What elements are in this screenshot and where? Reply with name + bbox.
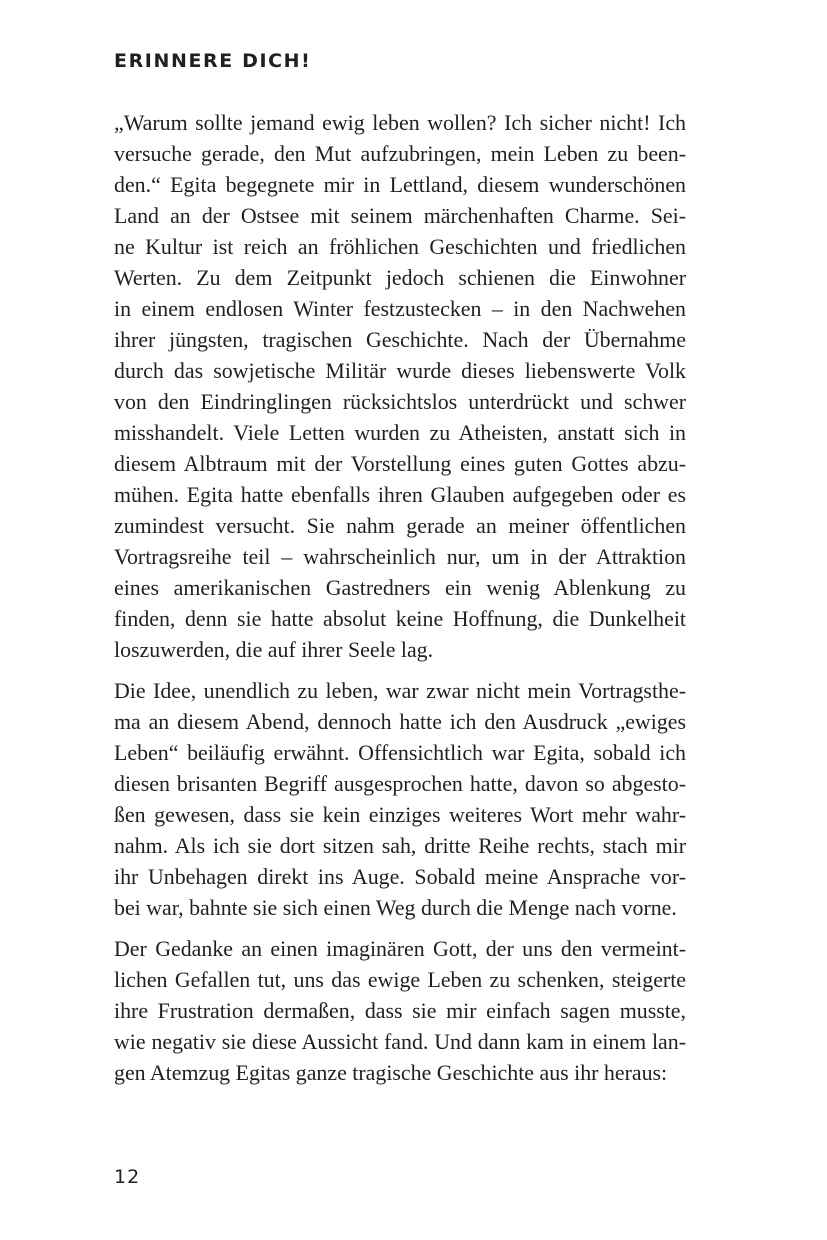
page-number: 12	[114, 1166, 141, 1188]
text-line: diesen brisanten Begriff ausgesprochen hatte, davon so abgesto-	[114, 771, 686, 796]
text-line: nahm. Als ich sie dort sitzen sah, dritte Reihe rechts, stach mir	[114, 833, 686, 858]
text-line: durch das sowjetische Militär wurde dieses liebenswerte Volk	[114, 358, 686, 383]
text-line: diesem Albtraum mit der Vorstellung eines guten Gottes abzu-	[114, 451, 686, 476]
text-line: ihr Unbehagen direkt ins Auge. Sobald meine Ansprache vor-	[114, 864, 686, 889]
text-line: Der Gedanke an einen imaginären Gott, der uns den vermeint-	[114, 936, 686, 961]
text-line: zumindest versucht. Sie nahm gerade an meiner öffentlichen	[114, 513, 686, 538]
text-line: ma an diesem Abend, dennoch hatte ich den Ausdruck „ewiges	[114, 709, 686, 734]
text-line: „Warum sollte jemand ewig leben wollen? Ich sicher nicht! Ich	[114, 110, 686, 135]
text-line: mühen. Egita hatte ebenfalls ihren Glauben aufgegeben oder es	[114, 482, 686, 507]
text-line: ne Kultur ist reich an fröhlichen Geschichten und friedlichen	[114, 234, 686, 259]
text-line: Land an der Ostsee mit seinem märchenhaften Charme. Sei-	[114, 203, 686, 228]
text-line: gen Atemzug Egitas ganze tragische Geschichte aus ihr heraus:	[114, 1060, 668, 1085]
text-line: loszuwerden, die auf ihrer Seele lag.	[114, 637, 434, 662]
paragraph-3	[114, 933, 686, 1088]
text-line: versuche gerade, den Mut aufzubringen, mein Leben zu been-	[114, 141, 686, 166]
text-line: ihrer jüngsten, tragischen Geschichte. Nach der Übernahme	[114, 327, 686, 352]
running-head: ERINNERE DICH!	[114, 50, 312, 72]
text-line: in einem endlosen Winter festzustecken – in den Nachwehen	[114, 296, 686, 321]
body-text	[114, 107, 686, 1098]
text-line: Vortragsreihe teil – wahrscheinlich nur, um in der Attraktion	[114, 544, 686, 569]
text-line: ihre Frustration dermaßen, dass sie mir einfach sagen musste,	[114, 998, 686, 1023]
text-line: lichen Gefallen tut, uns das ewige Leben zu schenken, steigerte	[114, 967, 686, 992]
text-line: Die Idee, unendlich zu leben, war zwar nicht mein Vortragsthe-	[114, 678, 686, 703]
text-line: eines amerikanischen Gastredners ein wenig Ablenkung zu	[114, 575, 686, 600]
text-line: Leben“ beiläufig erwähnt. Offensichtlich war Egita, sobald ich	[114, 740, 686, 765]
text-line: von den Eindringlingen rücksichtslos unterdrückt und schwer	[114, 389, 686, 414]
text-line: misshandelt. Viele Letten wurden zu Atheisten, anstatt sich in	[114, 420, 686, 445]
text-line: ßen gewesen, dass sie kein einziges weiteres Wort mehr wahr-	[114, 802, 686, 827]
text-line: Werten. Zu dem Zeitpunkt jedoch schienen die Einwohner	[114, 265, 686, 290]
text-line: wie negativ sie diese Aussicht fand. Und dann kam in einem lan-	[114, 1029, 686, 1054]
text-line: den.“ Egita begegnete mir in Lettland, diesem wunderschönen	[114, 172, 686, 197]
text-line: finden, denn sie hatte absolut keine Hoffnung, die Dunkelheit	[114, 606, 686, 631]
paragraph-2	[114, 675, 686, 923]
text-line: bei war, bahnte sie sich einen Weg durch die Menge nach vorne.	[114, 895, 677, 920]
paragraph-1	[114, 107, 686, 665]
